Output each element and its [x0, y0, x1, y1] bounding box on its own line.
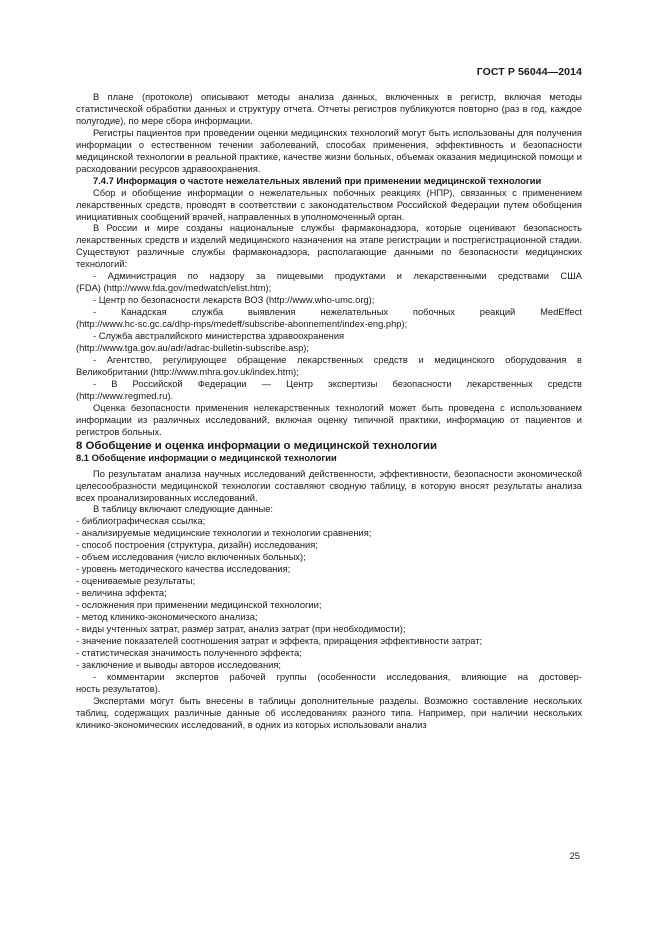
- list-item: - В Российской Федерации — Центр экспертизы безопасности лекарственных средств: [93, 378, 582, 389]
- list-item-cont: ность результатов).: [76, 683, 161, 694]
- included-data-list: [76, 516, 582, 671]
- paragraph: Экспертами могут быть внесены в таблицы дополнительные разделы. Возможно составление нескольких таблиц, содержащих различные данные об исследованиях разного типа. Например, при наличии нескольких клинико-экономических исследований, в одних из которых использовали анализ: [76, 695, 582, 730]
- paragraph: В плане (протоколе) описывают методы анализа данных, включенных в регистр, включая методы статистической обработки данных и структуру отчета. Отчеты регистров публикуются повторно (раз в год, каждое полугодие), по мере сбора информации.: [76, 92, 582, 126]
- list-item: - анализируемые медицинские технологии и технологии сравнения;: [76, 528, 372, 539]
- page-number: 25: [569, 851, 580, 861]
- paragraph: Сбор и обобщение информации о нежелательных побочных реакциях (НПР), связанных с применением лекарственных средств, проводят в соответствии с законодательством Российской Федерации путем обобщения инициативных сообщений врачей, направленных в уполномоченный орган.: [76, 187, 582, 222]
- list-item: - уровень методического качества исследования;: [76, 564, 291, 575]
- page-content: [76, 92, 582, 732]
- list-item: - виды учтенных затрат, размер затрат, анализ затрат (при необходимости);: [76, 623, 406, 634]
- standard-code: ГОСТ Р 56044—2014: [476, 66, 582, 78]
- section-heading-8-1: 8.1 Обобщение информации о медицинской технологии: [76, 452, 337, 463]
- list-item: - способ построения (структура, дизайн) исследования;: [76, 540, 318, 551]
- list-item: - заключение и выводы авторов исследования;: [76, 659, 282, 670]
- paragraph: В таблицу включают следующие данные:: [93, 504, 273, 515]
- list-item: - Центр по безопасности лекарств ВОЗ (http://www.who-umc.org);: [93, 295, 375, 306]
- paragraph: Регистры пациентов при проведении оценки медицинских технологий могут быть использованы для получения информации о естественном течении заболеваний, способах применения, эффективность и безопасности медицинской технологии в реальной практике, качестве жизни больных, объемах оказания медицинской помощи и расходовании ресурсов здравоохранения.: [76, 127, 582, 174]
- list-item: - библиографическая ссылка;: [76, 516, 206, 527]
- list-item-cont: Великобритании (http://www.mhra.gov.uk/index.htm);: [76, 366, 299, 377]
- list-item: - величина эффекта;: [76, 588, 167, 599]
- paragraph: В России и мире созданы национальные службы фармаконадзора, которые оценивают безопасность лекарственных средств и изделий медицинского назначения на этапе регистрации и пострегистрационной стадии. Существуют различные службы фармаконадзора, располагающие данными по безопасности медицинских технологий:: [76, 223, 582, 270]
- list-item-cont: (FDA) (http://www.fda.gov/medwatch/elist.htm);: [76, 283, 272, 294]
- list-item: - Канадская служба выявления нежелательных побочных реакций MedEffect: [93, 307, 582, 318]
- list-item: - Администрация по надзору за пищевыми продуктами и лекарственными средствами США: [93, 271, 582, 282]
- list-item: - осложнения при применении медицинской технологии;: [76, 600, 322, 611]
- list-item: - Агентство, регулирующее обращение лекарственных средств и медицинского оборудования в: [93, 354, 582, 365]
- list-item: - Служба австралийского министерства здравоохранения: [93, 331, 345, 342]
- list-item: - статистическая значимость полученного эффекта;: [76, 647, 302, 658]
- list-item: - значение показателей соотношения затрат и эффекта, приращения эффективности затрат;: [76, 635, 483, 646]
- list-item: - комментарии экспертов рабочей группы (особенности исследования, влияющие на достовер-: [93, 671, 582, 682]
- list-item-cont: (http://www.tga.gov.au/adr/adrac-bulletin-subscribe.asp);: [76, 343, 310, 354]
- section-heading-7-4-7: 7.4.7 Информация о частоте нежелательных явлений при применении медицинской технологии: [93, 175, 542, 186]
- paragraph: Оценка безопасности применения нелекарственных технологий может быть проведена с использованием информации из различных исследований, включая оценку типичной практики, информацию от пациентов и регистров больных.: [76, 402, 582, 437]
- list-item-cont: (http://www.regmed.ru).: [76, 390, 174, 401]
- section-heading-8: 8 Обобщение и оценка информации о медицинской технологии: [76, 439, 437, 452]
- list-item: - оцениваемые результаты;: [76, 576, 196, 587]
- list-item: - объем исследования (число включенных больных);: [76, 552, 306, 563]
- paragraph: По результатам анализа научных исследований действенности, эффективности, безопасности экономической целесообразности медицинской технологии составляют сводную таблицу, в которую вносят результаты анализа всех проанализированных исследований.: [76, 468, 582, 503]
- list-item-cont: (http://www.hc-sc.gc.ca/dhp-mps/medeff/subscribe-abonnement/index-eng.php);: [76, 319, 408, 330]
- list-item: - метод клинико-экономического анализа;: [76, 612, 258, 623]
